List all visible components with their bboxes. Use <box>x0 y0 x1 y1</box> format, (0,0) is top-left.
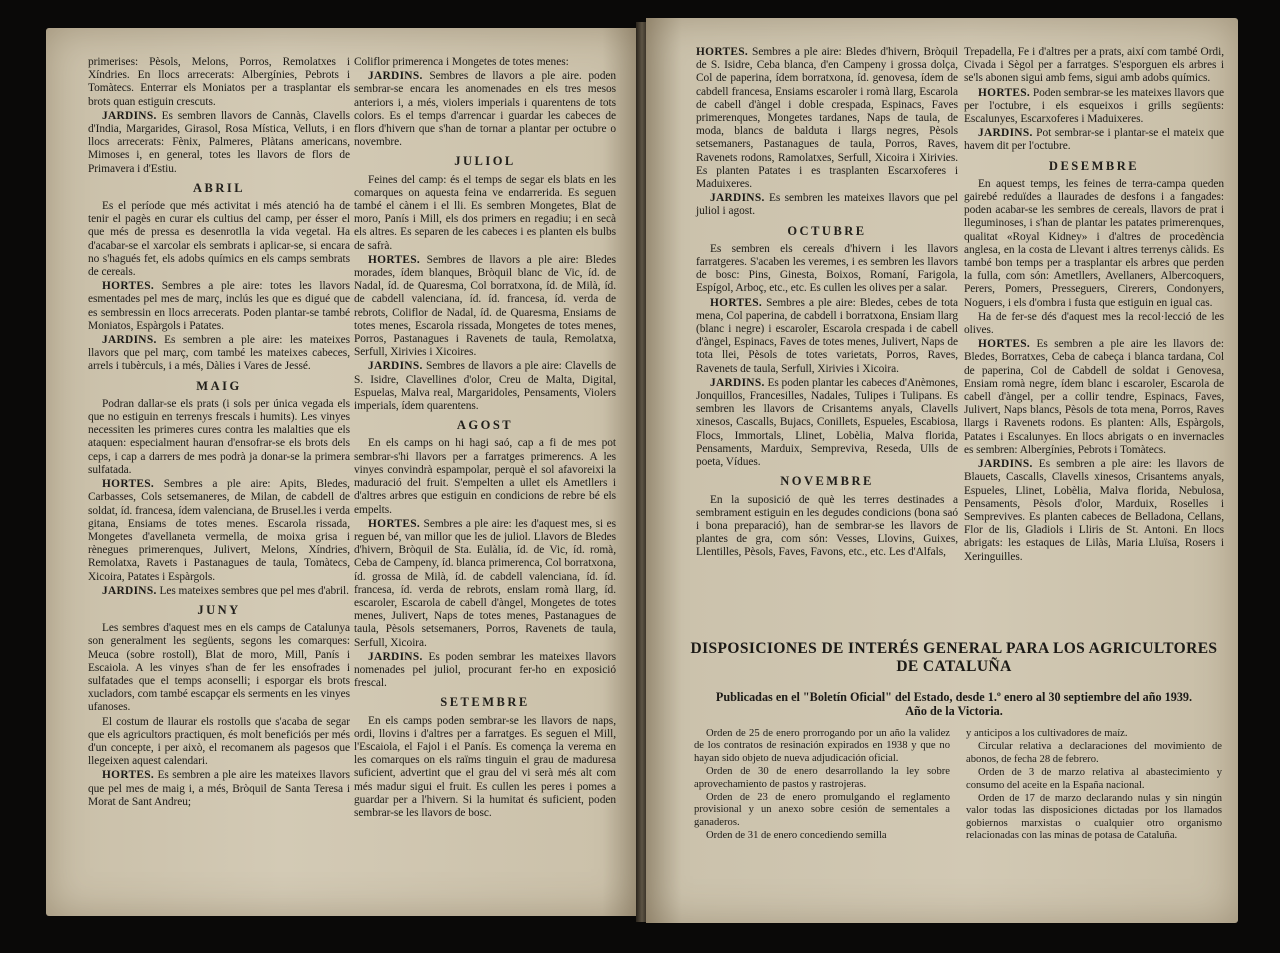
paragraph: En aquest temps, les feines de terra-campa queden gairebé reduïdes a llaurades de desfons i a fangades: poden acabar-se les sembres de cereals, llavors de prat i lleguminoses, i s'han de plantar les patates primerenques, qualitat «Royal Kidney» i d'altres de procedència anglesa, en la costa de Llevant i altres terrenys càlids. Es també bon temps per a trasplantar els arbres que perden la fulla, com són: Ametllers, Avellaners, Albercoquers, Perers, Pomers, Presseguers, Cirerers, Condonyers, Noguers, i els d'ombra i fusta que estiguin en igual cas. <box>964 177 1224 309</box>
paragraph: Ha de fer-se dés d'aquest mes la recol·lecció de les olives. <box>964 310 1224 337</box>
paragraph: JARDINS. Es poden plantar les cabeces d'Anèmones, Jonquillos, Francesilles, Nadales, Tulipes i Tulipans. Es sembren les llavors de Crisantems anyals, Clavells xinesos, Cascalls, Bujacs, Conillets, Espueles, Escabiosa, Flocs, Immortals, Llinet, Lobèlia, Malva florida, Pensaments, Marduix, Sempreviva, Reseda, Ulls de poeta, Vídues. <box>696 376 958 469</box>
paragraph: HORTES. Sembres a ple aire: Bledes d'hivern, Bròquil de S. Isidre, Ceba blanca, d'en Campeny i grossa dolça, Col de paperina, ídem borratxona, íd. genovesa, ídem de cabdell francesa, Ensiams escaroler i romà llarg, Escarola de cabell d'àngel i doble crespada, Espinacs, Faves primerenques, Mongetes tardanes, Naps de taula, de moda, blancs de balduta i llargs negres, Pèsols setsemaners, Pastanagues de taula, Porros, Raves, Ravenets rodons, Ramolatxes, Serfull, Xicoira i Xirivies. Es planten Patates i es trasplanten Escarxoferes i Maduixeres. <box>696 46 958 191</box>
paragraph: HORTES. Sembres a ple aire: totes les llavors esmentades pel mes de març, inclús les que es digué que es sembressin en llocs arrecerats. Poden plantar-se també Moniatos, Espàrgols i Patates. <box>88 280 350 332</box>
paragraph: primerises: Pèsols, Melons, Porros, Remolatxes i Xíndries. En llocs arrecerats: Albergínies, Pebrots i Tomàtecs. Enterrar els Moniatos per a trasplantar els brots quan estiguin crescuts. <box>88 56 350 108</box>
paragraph: JARDINS. Sembres de llavors a ple aire: Clavells de S. Isidre, Clavellines d'olor, Creu de Malta, Digital, Espuelas, Malva real, Margaridoles, Pensaments, Violers imperials, ídem quarentens. <box>354 360 616 413</box>
paragraph: HORTES. Poden sembrar-se les mateixes llavors que per l'octubre, i els esqueixos i grills següents: Escalunyes, Escarxoferes i Maduixeres. <box>964 86 1224 126</box>
paragraph: HORTES. Es sembren a ple aire les mateixes llavors que pel mes de maig i, a més, Bròquil de Santa Teresa i Morat de Sant Andreu; <box>88 769 350 808</box>
general-dispositions-section <box>684 640 1224 878</box>
left-column-1 <box>88 56 350 810</box>
disposition-item: Orden de 23 de enero promulgando el reglamento provisional y un anexo sobre cesión de sementales a ganaderos. <box>694 792 950 828</box>
disposition-item: Orden de 25 de enero prorrogando por un año la validez de los contratos de resinación expirados en 1938 y que no hayan sido objeto de nueva adjudicación oficial. <box>694 728 950 764</box>
dispositions-column-2 <box>966 728 1222 844</box>
paragraph: HORTES. Sembres de llavors a ple aire: Bledes morades, ídem blanques, Bròquil blanc de Vic, íd. de Nadal, íd. de Quaresma, Col borratxona, íd. de Milà, íd. de cabdell valenciana, íd. íd. francesa, íd. verda de rebrots, Coliflor de Nadal, íd. de Quaresma, Ensiams de totes menes, Escarola rissada, Mongetes de totes menes, Porros, Pastanagues i Ravenets de taula, Remolatxa, Serfull, Xirivies i Xicoires. <box>354 253 616 359</box>
left-column-2 <box>354 56 616 821</box>
paragraph: JARDINS. Es sembren les mateixes llavors que pel juliol i agost. <box>696 192 958 218</box>
disposition-item: Circular relativa a declaraciones del movimiento de abonos, de fecha 28 de febrero. <box>966 741 1222 765</box>
paragraph: JARDINS. Es sembren a ple aire: les llavors de Blauets, Cascalls, Clavells xinesos, Crisantems anyals, Espueles, Llinet, Lobèlia, Malva florida, Nebulosa, Pensaments, Pèsols d'olor, Marduix, Roselles i Semprevives. Es planten cabeces de Belladona, Cellans, Flor de lis, Gladiols i Lliris de St. Antoni. En llocs abrigats: les estaques de Lilàs, Maria Lluïsa, Rosers i Xeringuilles. <box>964 458 1224 563</box>
paragraph: Trepadella, Fe i d'altres per a prats, així com també Ordi, Civada i Sègol per a farratges. S'esporguen els arbres i se'ls abonen sigui amb fems, sigui amb adobs químics. <box>964 46 1224 85</box>
left-page <box>46 28 638 916</box>
paragraph: HORTES. Sembres a ple aire: Bledes, cebes de tota mena, Col paperina, de cabdell i borratxona, Ensiam llarg (blanc i negre) i escaroler, Escarola crespada i de cabell d'àngel, Espinacs, Faves de totes menes, Julivert, Naps de tota llei, Pèsols de totes varietats, Porros, Raves, Ravenets de taula, Serfull, Xirivies i Xicoira. <box>696 296 958 375</box>
paragraph: En els camps poden sembrar-se les llavors de naps, ordi, llovins i d'altres per a farratges. Es seguen el Mill, l'Escaiola, el Fajol i el Panís. Es comença la verema en les comarques on els raïms tinguin el grau de maduresa suficient, advertint que el grau del vi serà més alt com més madur sigui el fruit. Es cullen les peres i pomes a guardar per a l'hivern. Si la humitat és suficient, poden sembrar-se les llavors de bosc. <box>354 714 616 819</box>
section-heading-novembre: NOVEMBRE <box>780 474 874 489</box>
paragraph: JARDINS. Les mateixes sembres que pel mes d'abril. <box>102 584 349 597</box>
paragraph: JARDINS. Pot sembrar-se i plantar-se el mateix que havem dit per l'octubre. <box>964 127 1224 153</box>
paragraph: Feines del camp: és el temps de segar els blats en les comarques on aquesta feina ve endarrerida. Es seguen també el cànem i el lli. Es sembren Mongetes, Blat de moro, Panís i Mill, els dos primers en regadiu; i en secà els altres. Es separen de les cabeces i es planten els bulbs de safrà. <box>354 173 616 252</box>
section-heading-octubre: OCTUBRE <box>787 223 867 238</box>
right-column-2 <box>964 46 1224 565</box>
section-heading-desembre: DESEMBRE <box>1048 158 1140 173</box>
paragraph: Es el període que més activitat i més atenció ha de tenir el pagès en curar els cultius del camp, per ésser el que més de pressa es desenrotlla la vida vegetal. Ha d'acabar-se el xarcolar els sembrats i aplicar-se, si encara no s'hagués fet, els adobs químics en els camps sembrats de cereals. <box>88 200 350 279</box>
paragraph: Podran dallar-se els prats (i sols per única vegada els que no estiguin en terrenys frescals i humits). Les vinyes necessiten les primeres cures contra les malalties que els ataquen: especialment hauran d'ensofrar-se els brots dels ceps, i cap a darrers de mes podrà ja donar-se la primera sulfatada. <box>88 397 350 476</box>
paragraph: HORTES. Es sembren a ple aire les llavors de: Bledes, Borratxes, Ceba de cabeça i blanca tardana, Col de paperina, Col de Cabdell de soldat i Genovesa, Ensiam romà negre, ídem blanc i escaroler, Escarola de cabell d'àngel, per a collir tendre, Espinacs, Faves, Julivert, Naps blancs, Pèsols de tota mena, Porros, Raves llargs i Ravenets rodons. Es planten: Alls, Espàrgols, Patates i Escalunyes. En llocs abrigats o en invernacles es sembren: Albergínies, Pebrots i Tomàtecs. <box>964 338 1224 456</box>
paragraph: JARDINS. Sembres de llavors a ple aire. poden sembrar-se encara les anomenades en els tres mesos anteriors i, a més, violers imperials i quarentens de tots colors. Es el temps d'arrencar i guardar les cabeces de flors d'hivern que s'han de tornar a plantar per octubre o novembre. <box>354 70 616 149</box>
paragraph: En la suposició de què les terres destinades a sembrament estiguin en les degudes condicions (bona saó i bona preparació), han de sembrar-se les llavors de plantes de gra, com són: Vesses, Llovins, Guixes, Llentilles, Pèsols, Faves, Favons, etc., etc. Les d'Alfals, <box>696 493 958 559</box>
paragraph: JARDINS. Es sembren a ple aire: les mateixes llavors que pel març, com també les mateixes cabeces, arrels i tubèrculs, i a més, Dàlies i Vares de Jessé. <box>88 334 350 373</box>
section-heading-abril: ABRIL <box>192 180 246 195</box>
section-heading-setembre: SETEMBRE <box>440 695 530 710</box>
section-heading-juny: JUNY <box>197 602 241 617</box>
dispositions-columns <box>684 728 1224 878</box>
section-heading-agost: AGOST <box>456 418 514 433</box>
dispositions-column-1 <box>694 728 950 844</box>
paragraph: El costum de llaurar els rostolls que s'acaba de segar que els agricultors practiquen, és molt beneficiós per més d'un concepte, i per això, el recomanem als pagesos que llegeixen aquest calendari. <box>88 715 350 768</box>
disposition-item: Orden de 3 de marzo relativa al abastecimiento y consumo del aceite en la España nacional. <box>966 767 1222 791</box>
disposition-item: Orden de 17 de marzo declarando nulas y sin ningún valor todas las disposiciones dictadas por los llamados gobiernos marxistas o cualquier otro organismo relacionadas con las minas de potasa de Cataluña. <box>966 793 1222 842</box>
section-subtitle: Publicadas en el "Boletín Oficial" del Estado, desde 1.º enero al 30 septiembre del año 1939. Año de la Victoria. <box>715 690 1193 718</box>
section-heading-juliol: JULIOL <box>454 154 516 169</box>
disposition-item: y anticipos a los cultivadores de maíz. <box>966 728 1128 739</box>
paragraph: Coliflor primerenca i Mongetes de totes menes: <box>354 56 569 68</box>
paragraph: JARDINS. Es sembren llavors de Cannàs, Clavells d'India, Margarides, Girasol, Rosa Mística, Velluts, i en llocs arrecerats: Fènix, Palmeres, Plàtans americans, Mimoses i, en general, totes les llavors de flors de Primavera i d'Estiu. <box>88 109 350 175</box>
disposition-item: Orden de 31 de enero concediendo semilla <box>706 830 887 842</box>
disposition-item: Orden de 30 de enero desarrollando la ley sobre aprovechamiento de pastos y rastrojeras. <box>694 766 950 790</box>
section-heading-maig: MAIG <box>196 378 242 393</box>
paragraph: JARDINS. Es poden sembrar les mateixes llavors nomenades pel juliol, procurant fer-ho en exposició frescal. <box>354 650 616 690</box>
paragraph: HORTES. Sembres a ple aire: les d'aquest mes, si es reguen bé, van millor que les de juliol. Llavors de Bledes d'hivern, Bròquil de Sta. Eulàlia, íd. de Vic, íd. romà, Ceba de Campeny, íd. blanca primerenca, Col borratxona, íd. grossa de Milà, íd. de cabdell valenciana, íd. íd. francesa, íd. verda de rebrots, enslam romà llarg, íd. escaroler, Escarola de cabell d'àngel, Mongetes de totes menes, Julivert, Naps de totes menes, Pastanagues de taula, Pèsols setsemaners, Porros, Ravenets de taula, Serfull, Xicoira. <box>354 517 616 649</box>
paragraph: En els camps on hi hagi saó, cap a fi de mes pot sembrar-s'hi llavors per a farratges primerencs. A les vinyes convindrà espampolar, perquè el sol afavoreixi la maduració del fruit. S'empelten a ullet els Ametllers i d'altres arbres que estiguin en condicions de rebre bé els empelts. <box>354 437 616 516</box>
right-column-1 <box>696 46 958 561</box>
right-page <box>646 18 1238 923</box>
section-title: DISPOSICIONES DE INTERÉS GENERAL PARA LOS AGRICULTORES DE CATALUÑA <box>690 640 1218 675</box>
paragraph: Les sembres d'aquest mes en els camps de Catalunya son generalment les següents, segons les comarques: Meuca (sobre rostoll), Blat de moro, Mill, Panís i Escaiola. A les vinyes s'han de fer les ensofrades i sulfatades que el temps aconselli; i esporgar els brots xucladors, com també escapçar els serments en les vinyes ufanoses. <box>88 622 350 714</box>
paragraph: Es sembren els cereals d'hivern i les llavors farratgeres. S'acaben les veremes, i es sembren les llavors de bosc: Pins, Ginesta, Boixos, Romaní, Farigola, Espígol, Arboç, etc., etc. Es cullen les olives per a salar. <box>696 242 958 295</box>
paragraph: HORTES. Sembres a ple aire: Apits, Bledes, Carbasses, Cols setsemaneres, de Milan, de cabdell de soldat, íd. francesa, ídem valenciana, de Brusel.les i verda gitana, Ensiams de totes menes. Escarola rissada, Mongetes d'avellaneta vermella, de moixa grisa i rènegues primerenques, Julivert, Melons, Xíndries, Remolatxa, Ravets i Pastanagues de taula, Tomàtecs, Xicoira, Patates i Espàrgols. <box>88 478 350 583</box>
